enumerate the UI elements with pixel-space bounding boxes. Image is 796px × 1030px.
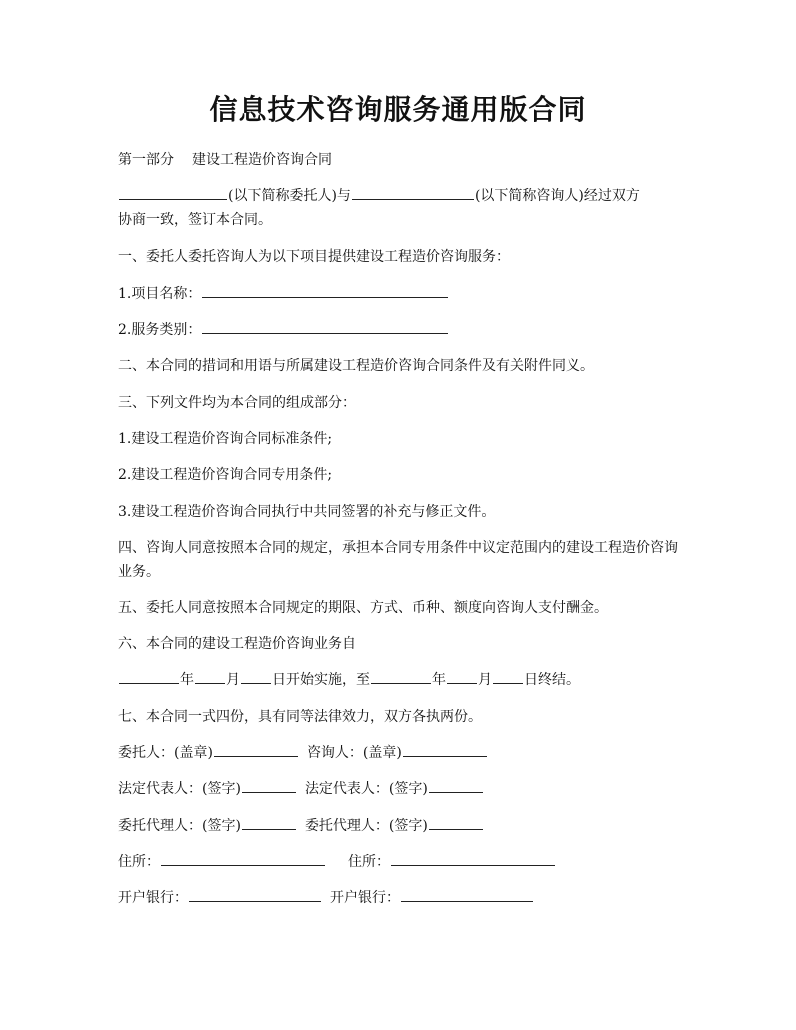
- bank-line: [118, 886, 683, 910]
- legal-rep-line: [118, 777, 683, 801]
- client-agent-blank[interactable]: [242, 815, 296, 830]
- consultant-bank-blank[interactable]: [401, 887, 533, 902]
- clause-1: 一、委托人委托咨询人为以下项目提供建设工程造价咨询服务：: [118, 249, 510, 265]
- clause-3-item-3: 3.建设工程造价咨询合同执行中共同签署的补充与修正文件。: [118, 504, 496, 520]
- clause-7: 七、本合同一式四份，具有同等法律效力，双方各执两份。: [118, 709, 482, 725]
- end-month-blank[interactable]: [447, 669, 477, 684]
- service-type-blank[interactable]: [202, 319, 448, 334]
- start-month-label: 月: [226, 672, 240, 688]
- consultant-bank-label: 开户银行：: [330, 890, 400, 906]
- end-year-label: 年: [432, 672, 446, 688]
- clause-3-item-2: 2.建设工程造价咨询合同专用条件;: [118, 467, 333, 483]
- clause-3: 三、下列文件均为本合同的组成部分：: [118, 395, 356, 411]
- consultant-agent-label: 委托代理人：(签字): [304, 818, 428, 834]
- client-seal-blank[interactable]: [214, 742, 298, 757]
- project-name-line: [118, 282, 683, 306]
- start-year-blank[interactable]: [119, 669, 179, 684]
- start-day-suffix: 日开始实施，至: [272, 672, 370, 688]
- intro-line-1: [118, 184, 683, 208]
- clause-6: 六、本合同的建设工程造价咨询业务自: [118, 636, 356, 652]
- client-legal-rep-label: 法定代表人：(签字): [118, 781, 241, 797]
- client-name-blank[interactable]: [119, 185, 227, 200]
- consultant-agent-blank[interactable]: [429, 815, 483, 830]
- address-line: [118, 850, 683, 874]
- consultant-seal-label: 咨询人：(盖章): [306, 745, 402, 761]
- consultant-seal-blank[interactable]: [403, 742, 487, 757]
- part-heading-line: [118, 148, 683, 172]
- consultant-suffix: (以下简称咨询人)经过双方: [474, 188, 640, 204]
- start-month-blank[interactable]: [195, 669, 225, 684]
- clause-3-item-1: 1.建设工程造价咨询合同标准条件;: [118, 431, 333, 447]
- end-month-label: 月: [478, 672, 492, 688]
- end-day-blank[interactable]: [493, 669, 523, 684]
- service-type-label: 2.服务类别：: [118, 322, 202, 338]
- seal-line: [118, 741, 683, 765]
- end-year-blank[interactable]: [371, 669, 431, 684]
- part-subheading: 建设工程造价咨询合同: [192, 152, 332, 168]
- document-title: 信息技术咨询服务通用版合同: [209, 93, 587, 126]
- clause-6-dates: [118, 668, 683, 692]
- client-seal-label: 委托人：(盖章): [118, 745, 213, 761]
- consultant-legal-rep-label: 法定代表人：(签字): [304, 781, 428, 797]
- client-agent-label: 委托代理人：(签字): [118, 818, 241, 834]
- part-heading: 第一部分: [118, 152, 174, 168]
- project-name-label: 1.项目名称：: [118, 286, 202, 302]
- clause-4: 四、咨询人同意按照本合同的规定，承担本合同专用条件中议定范围内的建设工程造价咨询业务。: [118, 540, 678, 580]
- start-year-label: 年: [180, 672, 194, 688]
- start-day-blank[interactable]: [241, 669, 271, 684]
- client-bank-label: 开户银行：: [118, 890, 188, 906]
- client-address-label: 住所：: [118, 854, 160, 870]
- consultant-name-blank[interactable]: [352, 185, 474, 200]
- agent-line: [118, 814, 683, 838]
- consultant-legal-rep-blank[interactable]: [429, 778, 483, 793]
- clause-2: 二、本合同的措词和用语与所属建设工程造价咨询合同条件及有关附件同义。: [118, 358, 594, 374]
- project-name-blank[interactable]: [202, 283, 448, 298]
- consultant-address-label: 住所：: [348, 854, 390, 870]
- intro-line-2: 协商一致，签订本合同。: [118, 212, 272, 228]
- client-bank-blank[interactable]: [189, 887, 321, 902]
- end-day-suffix: 日终结。: [524, 672, 580, 688]
- service-type-line: [118, 318, 683, 342]
- client-address-blank[interactable]: [161, 851, 325, 866]
- clause-5: 五、委托人同意按照本合同规定的期限、方式、币种、额度向咨询人支付酬金。: [118, 600, 608, 616]
- client-legal-rep-blank[interactable]: [242, 778, 296, 793]
- consultant-address-blank[interactable]: [391, 851, 555, 866]
- client-suffix: (以下简称委托人)与: [228, 188, 351, 204]
